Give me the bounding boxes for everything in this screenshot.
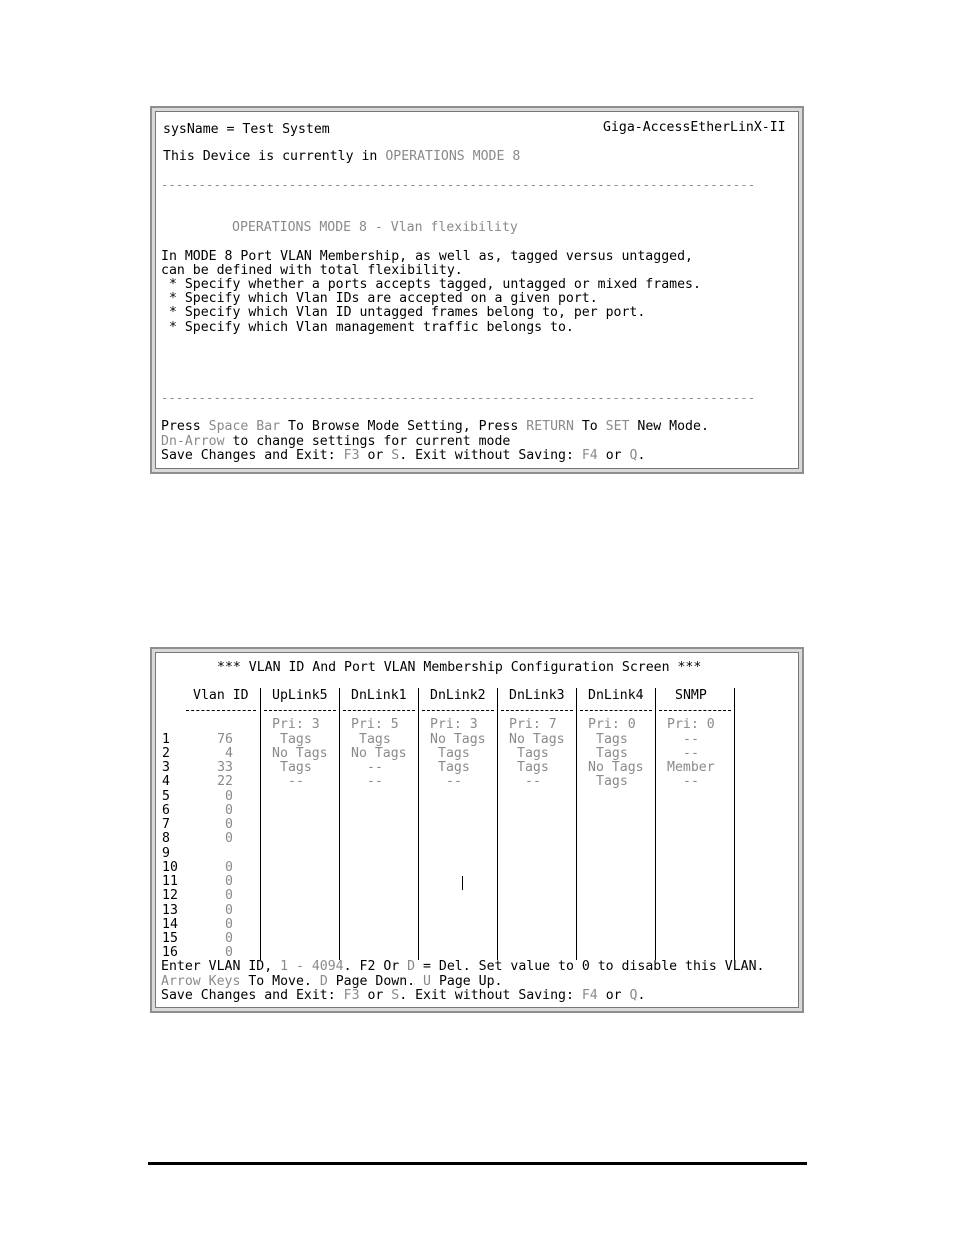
row-number: 13	[162, 903, 178, 918]
dnlink1-tag-cell[interactable]: --	[367, 774, 383, 789]
uplink5-priority[interactable]: Pri: 3	[272, 717, 320, 732]
dnlink3-tag-cell[interactable]: No Tags	[509, 732, 565, 747]
dnlink3-tag-cell[interactable]: Tags	[517, 760, 549, 775]
help-text: Page Up.	[431, 974, 503, 989]
vlan-id-field[interactable]: 0	[225, 903, 233, 918]
q-key: Q	[629, 448, 638, 463]
f3-key: F3	[343, 988, 360, 1003]
help-text: .	[637, 988, 646, 1003]
help-text: Page Down.	[327, 974, 424, 989]
header-underline	[422, 710, 494, 711]
help-text: or	[597, 448, 630, 463]
u-key: U	[423, 974, 431, 989]
dnlink4-tag-cell[interactable]: No Tags	[588, 760, 644, 775]
d-key: D	[319, 974, 328, 989]
help-text: Save Changes and Exit:	[161, 988, 344, 1003]
snmp-member-cell[interactable]: --	[683, 746, 699, 761]
help-text: to change settings for current mode	[224, 434, 511, 449]
dnlink1-tag-cell[interactable]: --	[367, 760, 383, 775]
header-uplink5: UpLink5	[272, 688, 328, 703]
row-number: 6	[162, 803, 170, 818]
mode-desc-line-3: * Specify whether a ports accepts tagged, untagged or mixed frames.	[161, 277, 701, 292]
help-text: . Exit without Saving:	[399, 448, 582, 463]
header-underline	[343, 710, 415, 711]
vlan-id-field[interactable]: 4	[225, 746, 233, 761]
space-bar-key: Space Bar	[208, 419, 281, 434]
help-text: .	[637, 448, 646, 463]
help-text: Enter VLAN ID,	[161, 959, 281, 974]
row-number: 11	[162, 874, 178, 889]
text-cursor	[462, 876, 463, 890]
column-divider	[418, 688, 419, 960]
mode-desc-line-2: can be defined with total flexibility.	[161, 263, 463, 278]
row-number: 3	[162, 760, 170, 775]
dnlink2-tag-cell[interactable]: Tags	[438, 760, 470, 775]
header-dnlink3: DnLink3	[509, 688, 565, 703]
mode-title[interactable]: OPERATIONS MODE 8 - Vlan flexibility	[232, 220, 518, 235]
row-number: 12	[162, 888, 178, 903]
row-number: 7	[162, 817, 170, 832]
row-number: 14	[162, 917, 178, 932]
header-snmp: SNMP	[675, 688, 707, 703]
dnlink3-priority[interactable]: Pri: 7	[509, 717, 557, 732]
help-text: = Del. Set value to 0 to disable this VLAN.	[415, 959, 765, 974]
column-divider	[339, 688, 340, 960]
help-text: To	[573, 419, 606, 434]
vlan-id-field[interactable]: 0	[225, 874, 233, 889]
snmp-member-cell[interactable]: --	[683, 732, 699, 747]
header-dnlink1: DnLink1	[351, 688, 407, 703]
mode-desc-line-1: In MODE 8 Port VLAN Membership, as well as, tagged versus untagged,	[161, 249, 693, 264]
uplink5-tag-cell[interactable]: No Tags	[272, 746, 328, 761]
vlan-id-field[interactable]: 0	[225, 945, 233, 960]
row-number: 16	[162, 945, 178, 960]
column-divider	[260, 688, 261, 960]
separator-top: -------------------------------------------------------------------------------	[161, 178, 756, 192]
help-text: New Mode.	[629, 419, 709, 434]
vlan-screen-title: *** VLAN ID And Port VLAN Membership Configuration Screen ***	[217, 660, 702, 675]
header-underline	[501, 710, 573, 711]
vlan-id-field[interactable]: 33	[217, 760, 233, 775]
row-number: 15	[162, 931, 178, 946]
f4-key: F4	[581, 988, 598, 1003]
row-number: 9	[162, 846, 170, 861]
vlan-id-field[interactable]: 0	[225, 931, 233, 946]
header-underline	[264, 710, 336, 711]
dnlink3-tag-cell[interactable]: --	[525, 774, 541, 789]
help-text: or	[359, 448, 392, 463]
help-text: or	[597, 988, 630, 1003]
mode-desc-line-6: * Specify which Vlan management traffic belongs to.	[161, 320, 574, 335]
header-underline	[186, 710, 256, 711]
row-number: 1	[162, 732, 170, 747]
dnlink4-tag-cell[interactable]: Tags	[596, 774, 628, 789]
f3-key: F3	[343, 448, 360, 463]
help-line-save	[161, 449, 645, 463]
f4-key: F4	[581, 448, 598, 463]
snmp-member-cell[interactable]: --	[683, 774, 699, 789]
device-mode-status	[163, 150, 520, 164]
help-line-browse	[161, 420, 709, 434]
mode-desc-line-5: * Specify which Vlan ID untagged frames belong to, per port.	[161, 305, 646, 320]
row-number: 5	[162, 789, 170, 804]
header-vlan-id: Vlan ID	[193, 688, 249, 703]
row-number: 2	[162, 746, 170, 761]
header-underline	[659, 710, 731, 711]
row-number: 8	[162, 831, 170, 846]
vlan-id-field[interactable]: 0	[225, 789, 233, 804]
s-key: S	[391, 448, 400, 463]
vlan-id-field[interactable]: 0	[225, 831, 233, 846]
vlan-id-field[interactable]: 0	[225, 817, 233, 832]
page-footer-rule	[148, 1162, 807, 1165]
column-divider	[497, 688, 498, 960]
uplink5-tag-cell[interactable]: Tags	[280, 732, 312, 747]
s-key: S	[391, 988, 400, 1003]
snmp-priority[interactable]: Pri: 0	[667, 717, 715, 732]
uplink5-tag-cell[interactable]: Tags	[280, 760, 312, 775]
vlan-id-field[interactable]: 0	[225, 803, 233, 818]
help-text: To Move.	[240, 974, 320, 989]
dnlink4-priority[interactable]: Pri: 0	[588, 717, 636, 732]
column-divider	[734, 688, 735, 960]
dnlink2-tag-cell[interactable]: No Tags	[430, 732, 486, 747]
help-text: Press	[161, 419, 209, 434]
row-number: 4	[162, 774, 170, 789]
dnlink3-tag-cell[interactable]: Tags	[517, 746, 549, 761]
column-divider	[655, 688, 656, 960]
sysname-label: sysName = Test System	[163, 122, 330, 137]
d-key: D	[407, 959, 416, 974]
dn-arrow-key: Dn-Arrow	[161, 434, 225, 449]
set-key: SET	[605, 419, 630, 434]
dnlink2-tag-cell[interactable]: --	[446, 774, 462, 789]
vlan-id-field[interactable]: 0	[225, 860, 233, 875]
dnlink1-tag-cell[interactable]: No Tags	[351, 746, 407, 761]
vlan-help-line-save	[161, 989, 645, 1003]
vlan-range: 1 - 4094	[280, 959, 344, 974]
dnlink2-tag-cell[interactable]: Tags	[438, 746, 470, 761]
mode-desc-line-4: * Specify which Vlan IDs are accepted on a given port.	[161, 291, 598, 306]
device-mode-prefix: This Device is currently in	[163, 149, 386, 164]
vlan-help-line-enter	[161, 960, 764, 974]
vlan-id-field[interactable]: 0	[225, 917, 233, 932]
header-dnlink2: DnLink2	[430, 688, 486, 703]
row-number: 10	[162, 860, 178, 875]
help-text: To Browse Mode Setting, Press	[280, 419, 527, 434]
vlan-id-field[interactable]: 0	[225, 888, 233, 903]
snmp-member-cell[interactable]: Member	[667, 760, 715, 775]
arrow-keys: Arrow Keys	[161, 974, 241, 989]
vlan-help-line-move	[161, 975, 502, 989]
dnlink4-tag-cell[interactable]: Tags	[596, 746, 628, 761]
dnlink1-tag-cell[interactable]: Tags	[359, 732, 391, 747]
uplink5-tag-cell[interactable]: --	[288, 774, 304, 789]
return-key: RETURN	[526, 419, 574, 434]
dnlink4-tag-cell[interactable]: Tags	[596, 732, 628, 747]
dnlink2-priority[interactable]: Pri: 3	[430, 717, 478, 732]
help-text: Save Changes and Exit:	[161, 448, 344, 463]
dnlink1-priority[interactable]: Pri: 5	[351, 717, 399, 732]
vlan-id-field[interactable]: 22	[217, 774, 233, 789]
column-divider	[576, 688, 577, 960]
vlan-id-field[interactable]: 76	[217, 732, 233, 747]
help-text: . F2 Or	[343, 959, 408, 974]
help-text: . Exit without Saving:	[399, 988, 582, 1003]
header-underline	[580, 710, 652, 711]
product-name: Giga-AccessEtherLinX-II	[603, 120, 786, 135]
header-dnlink4: DnLink4	[588, 688, 644, 703]
help-line-arrow	[161, 435, 510, 449]
help-text: or	[359, 988, 392, 1003]
separator-bottom: -------------------------------------------------------------------------------	[161, 391, 756, 405]
q-key: Q	[629, 988, 638, 1003]
device-mode-value: OPERATIONS MODE 8	[385, 149, 521, 164]
